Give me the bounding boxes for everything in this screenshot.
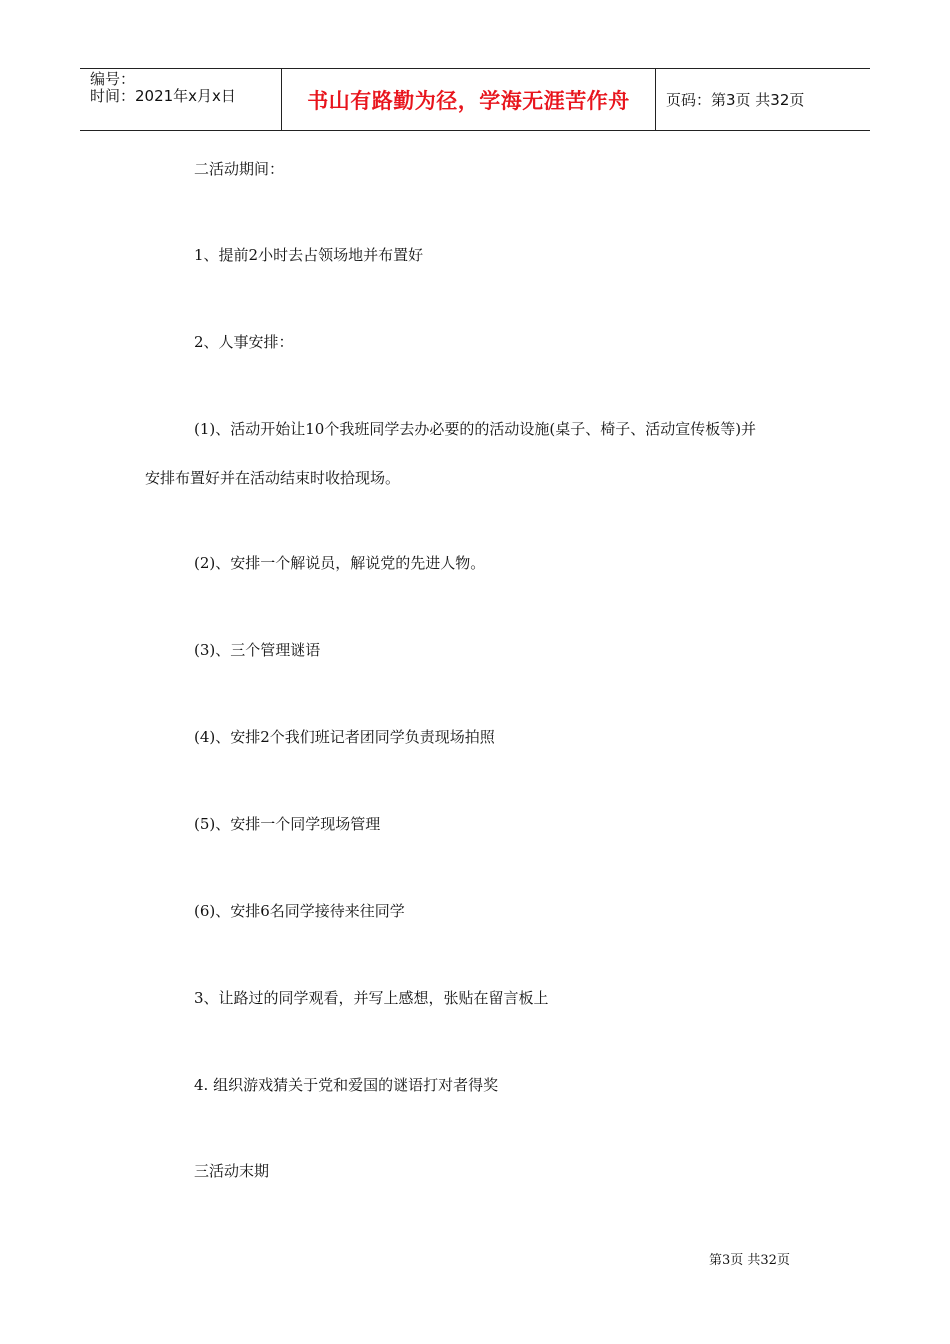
list-item: (4)、安排2个我们班记者团同学负责现场拍照 bbox=[194, 728, 495, 746]
section-heading: 三活动末期 bbox=[194, 1162, 270, 1180]
section-heading: 二活动期间： bbox=[194, 160, 285, 178]
list-item: 4. 组织游戏猜关于党和爱国的谜语打对者得奖 bbox=[194, 1076, 499, 1094]
header-motto: 书山有路勤为径，学海无涯苦作舟 bbox=[307, 88, 630, 113]
header-motto-cell bbox=[282, 69, 656, 130]
header-page-info: 页码：第3页 共32页 bbox=[666, 91, 805, 109]
list-item-continuation: 安排布置好并在活动结束时收拾现场。 bbox=[145, 469, 401, 487]
header-meta-cell bbox=[80, 69, 282, 130]
list-item: (6)、安排6名同学接待来往同学 bbox=[194, 902, 405, 920]
list-item: (5)、安排一个同学现场管理 bbox=[194, 815, 381, 833]
list-item: 3、让路过的同学观看，并写上感想，张贴在留言板上 bbox=[194, 989, 549, 1007]
list-item: (2)、安排一个解说员，解说党的先进人物。 bbox=[194, 554, 486, 572]
list-item: (3)、三个管理谜语 bbox=[194, 641, 321, 659]
list-item: (1)、活动开始让10个我班同学去办必要的的活动设施(桌子、椅子、活动宣传板等)并 bbox=[194, 420, 757, 438]
document-time-label: 时间：2021年x月x日 bbox=[90, 87, 236, 105]
page-header bbox=[80, 68, 870, 131]
document-number-label: 编号： bbox=[90, 70, 136, 88]
list-item: 2、人事安排： bbox=[194, 333, 294, 351]
list-item: 1、提前2小时去占领场地并布置好 bbox=[194, 246, 424, 264]
header-page-cell bbox=[656, 69, 870, 130]
page-footer: 第3页 共32页 bbox=[709, 1253, 790, 1268]
